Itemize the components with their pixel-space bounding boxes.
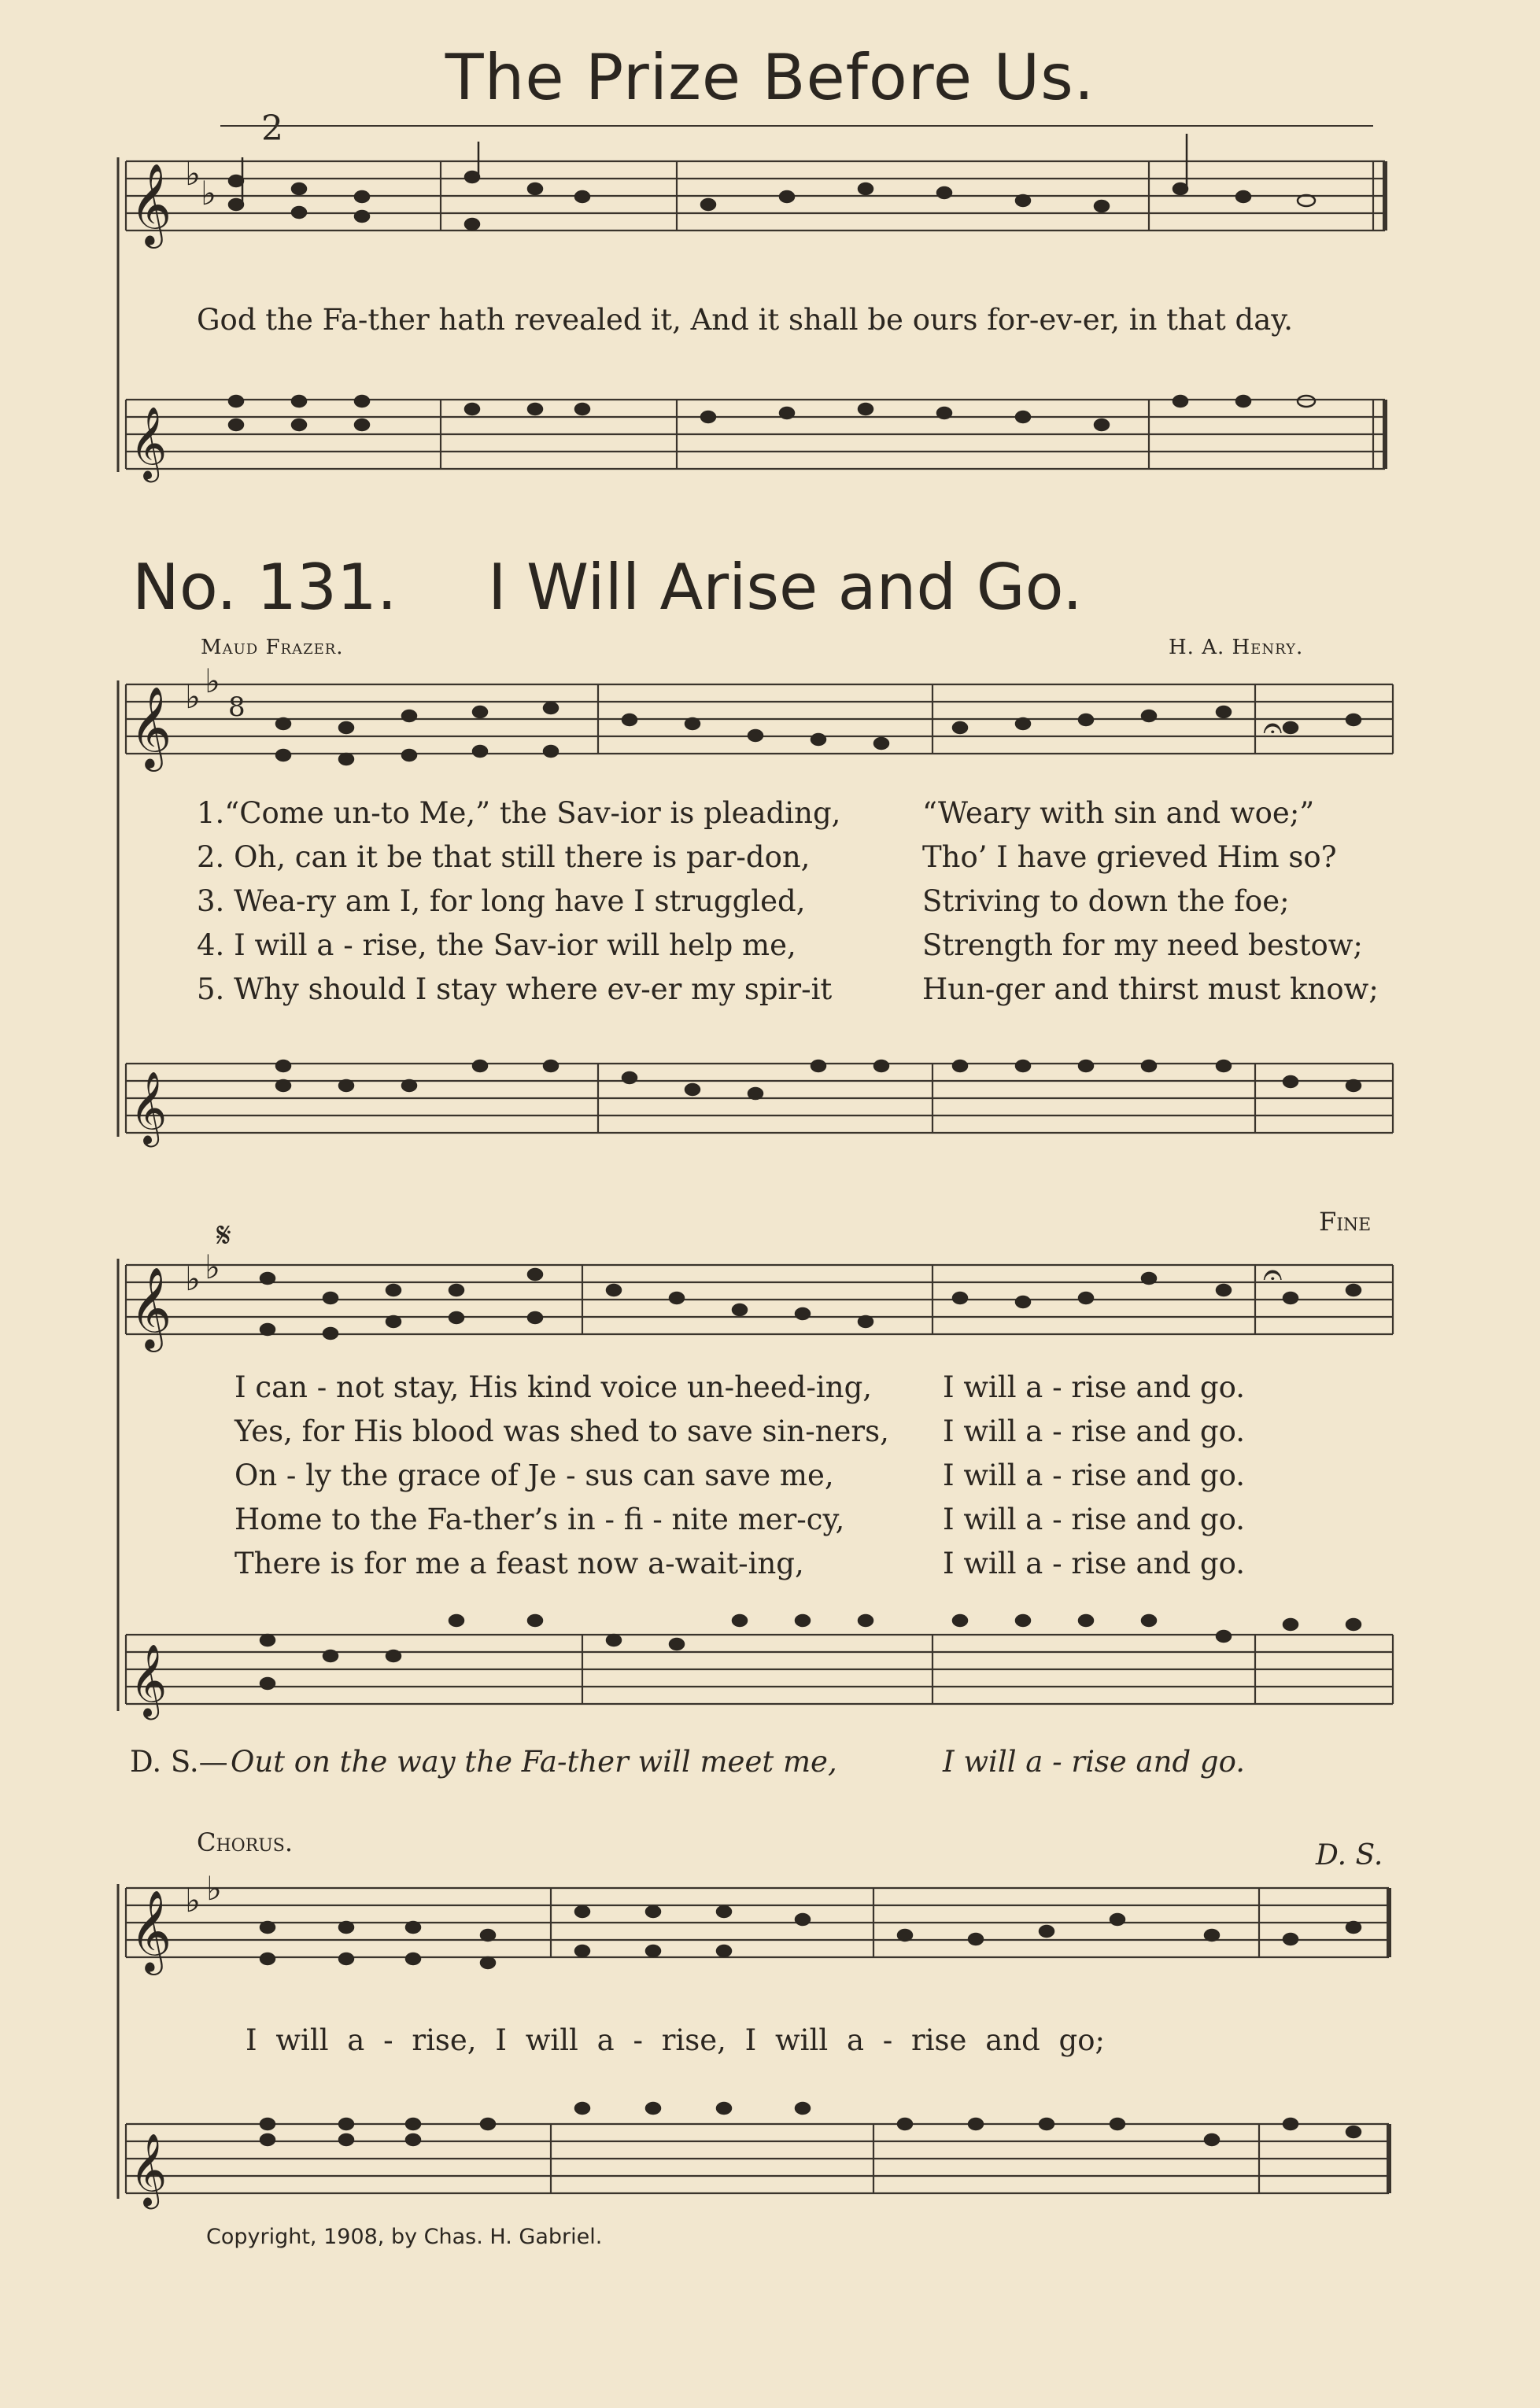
flat-icon: ♭	[201, 174, 216, 212]
refrain-line-5-a: There is for me a feast now a-wait-ing,	[235, 1547, 804, 1580]
flat-icon: ♭	[205, 662, 220, 700]
chorus-ds-mark: D. S.	[1316, 1839, 1383, 1871]
time-signature-icon: 8	[228, 691, 246, 723]
prev-hymn-lyric: God the Fa-ther hath revealed it, And it shall be ours for-ev-er, in that day.	[197, 303, 1294, 337]
notes-refrain-treble	[260, 1269, 1361, 1339]
treble-clef-icon: 𝄞	[130, 406, 168, 479]
hymn-number: No. 131.	[132, 551, 397, 624]
music-by: H. A. Henry.	[1169, 636, 1304, 659]
chorus-label: Chorus.	[197, 1827, 294, 1857]
refrain-line-5-b: I will a - rise and go.	[943, 1547, 1245, 1580]
ds-lyric-end: I will a - rise and go.	[943, 1745, 1245, 1779]
notes-verse-treble	[276, 702, 1361, 765]
flat-icon: ♭	[185, 1881, 201, 1919]
ds-label: D. S.—	[130, 1745, 228, 1779]
verse-line-2-b: Tho’ I have grieved Him so?	[922, 840, 1337, 874]
verse-line-2-a: 2. Oh, can it be that still there is par-don,	[197, 840, 811, 874]
refrain-line-3-a: On - ly the grace of Je - sus can save me,	[235, 1458, 834, 1492]
treble-clef-icon: 𝄞	[130, 1267, 172, 1349]
notes-chorus-bass	[260, 2103, 1361, 2145]
treble-clef-icon: 𝄞	[130, 1643, 168, 1717]
notes-verse-bass	[276, 1060, 1361, 1099]
verse-line-4-a: 4. I will a - rise, the Sav-ior will help me,	[197, 928, 796, 962]
verse-line-5-b: Hun-ger and thirst must know;	[922, 972, 1379, 1006]
fine-label: Fine	[1319, 1207, 1372, 1237]
fermata-icon: 𝄐	[1263, 708, 1283, 748]
treble-clef-icon: 𝄞	[130, 686, 172, 769]
measure-number: 2	[261, 109, 283, 149]
flat-icon: ♭	[185, 1259, 201, 1298]
verse-line-1-a: 1.“Come un-to Me,” the Sav-ior is pleading,	[197, 796, 841, 830]
treble-clef-icon: 𝄞	[130, 163, 172, 245]
copyright-notice: Copyright, 1908, by Chas. H. Gabriel.	[206, 2225, 603, 2249]
refrain-line-1-a: I can - not stay, His kind voice un-heed-ing,	[235, 1370, 873, 1404]
notes-prev-bass	[229, 396, 1315, 430]
verse-line-4-b: Strength for my need bestow;	[922, 928, 1363, 962]
chorus-lyric: I will a - rise, I will a - rise, I will a - rise and go;	[246, 2023, 1105, 2057]
verse-line-5-a: 5. Why should I stay where ev-er my spir-it	[197, 972, 833, 1006]
words-by: Maud Frazer.	[201, 636, 344, 659]
refrain-line-4-a: Home to the Fa-ther’s in - fi - nite mer-cy,	[235, 1503, 845, 1536]
treble-clef-icon: 𝄞	[130, 2133, 168, 2206]
flat-icon: ♭	[185, 677, 201, 716]
notes-prev-treble	[229, 171, 1315, 230]
segno-icon: 𝄋	[216, 1215, 231, 1256]
notes-refrain-bass	[260, 1615, 1361, 1689]
refrain-line-2-b: I will a - rise and go.	[943, 1414, 1245, 1448]
refrain-line-4-b: I will a - rise and go.	[943, 1503, 1245, 1536]
flat-icon: ♭	[185, 154, 201, 193]
flat-icon: ♭	[205, 1248, 220, 1286]
verse-line-3-b: Striving to down the foe;	[922, 884, 1290, 918]
refrain-line-3-b: I will a - rise and go.	[943, 1458, 1245, 1492]
prev-hymn-title: The Prize Before Us.	[445, 41, 1095, 114]
verse-line-3-a: 3. Wea-ry am I, for long have I struggled,	[197, 884, 806, 918]
flat-icon: ♭	[206, 1869, 222, 1908]
notes-chorus-treble	[260, 1906, 1361, 1968]
refrain-line-2-a: Yes, for His blood was shed to save sin-ners,	[235, 1414, 889, 1448]
treble-clef-icon: 𝄞	[130, 1890, 172, 1972]
verse-line-1-b: “Weary with sin and woe;”	[922, 796, 1315, 830]
hymn-title: I Will Arise and Go.	[488, 551, 1083, 624]
fermata-icon: 𝄐	[1263, 1255, 1283, 1295]
treble-clef-icon: 𝄞	[130, 1071, 168, 1144]
refrain-line-1-b: I will a - rise and go.	[943, 1370, 1245, 1404]
ds-lyric: Out on the way the Fa-ther will meet me,	[231, 1745, 837, 1779]
